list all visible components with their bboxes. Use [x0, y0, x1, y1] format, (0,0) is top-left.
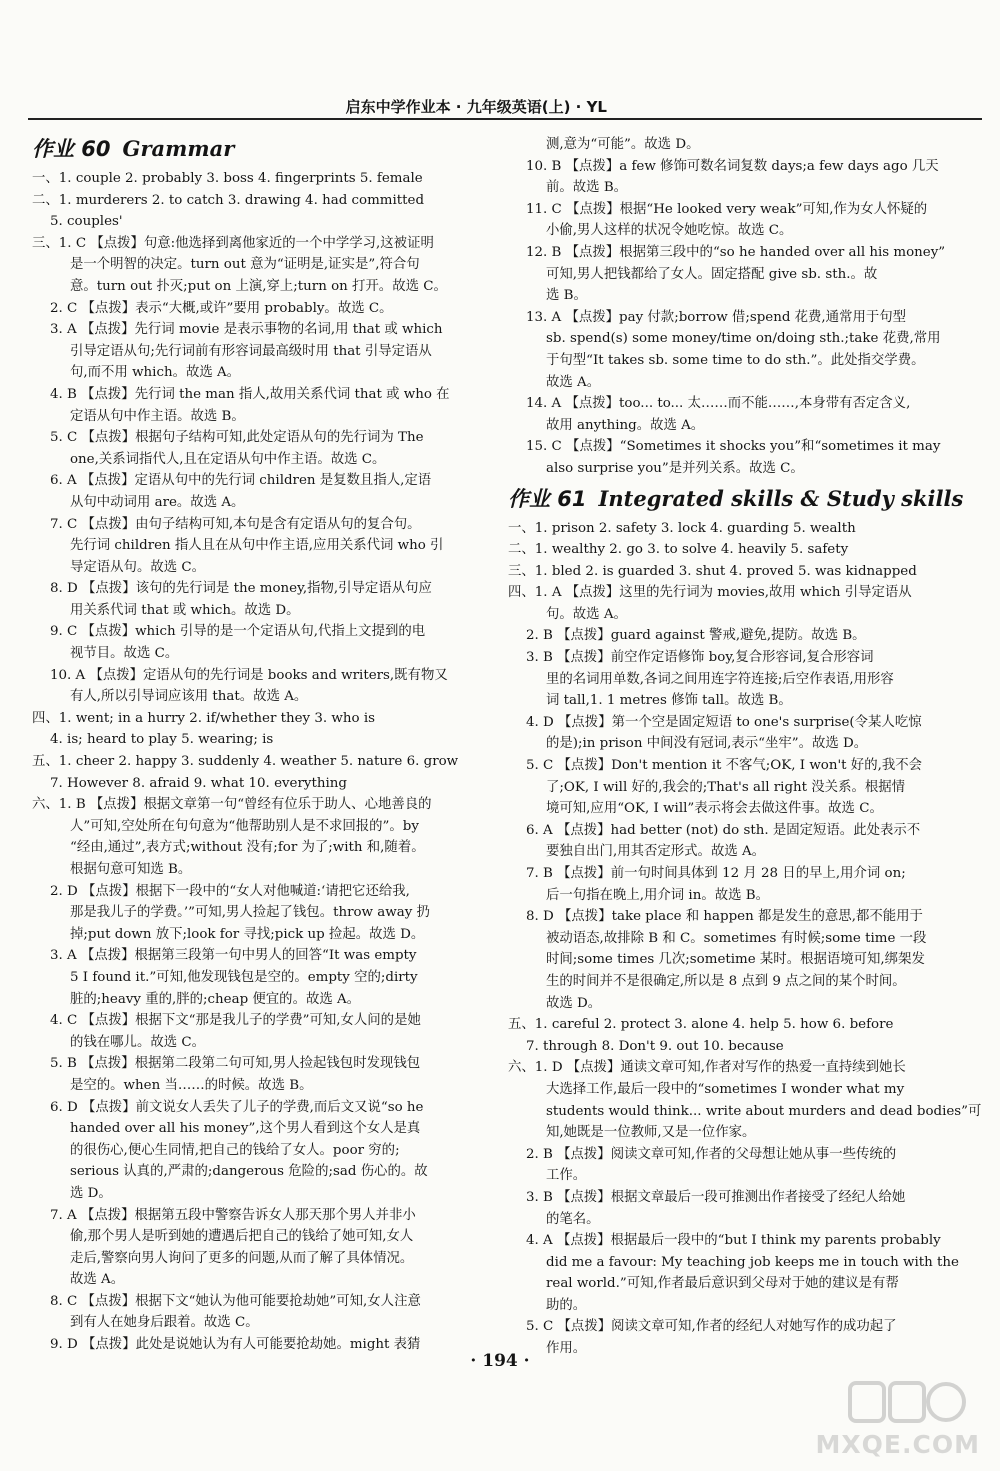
answer-line: 工作。 — [546, 1168, 587, 1184]
answer-line: 三、1. bled 2. is guarded 3. shut 4. proved 5. was kidnapped — [508, 563, 917, 579]
answer-line: 6. A 【点拨】had better (not) do sth. 是固定短语。此处表示不 — [526, 822, 921, 838]
answer-line: 三、1. C 【点拨】句意:他选择到离他家近的一个中学学习,这被证明 — [32, 235, 434, 251]
answer-line: 3. B 【点拨】前空作定语修饰 boy,复合形容词,复合形容词 — [526, 650, 874, 666]
answer-line: 助的。 — [546, 1297, 587, 1313]
answer-line: 故选 D。 — [546, 995, 602, 1011]
answer-line: 8. C 【点拨】根据下文“她认为他可能要抢劫她”可知,女人注意 — [50, 1293, 421, 1309]
answer-line: 6. A 【点拨】定语从句中的先行词 children 是复数且指人,定语 — [50, 473, 432, 489]
watermark-text: MXQE.COM — [815, 1430, 980, 1459]
answer-line: 10. A 【点拨】定语从句的先行词是 books and writers,既有物又 — [50, 667, 448, 683]
answer-line: 偷,那个男人是听到她的遭遇后把自己的钱给了她可知,女人 — [70, 1229, 414, 1245]
header-title: 启东中学作业本 · 九年级英语(上) · YL — [345, 98, 607, 116]
answer-line: 是一个明智的决定。turn out 意为“证明是,证实是”,符合句 — [70, 257, 420, 273]
answer-line: 走后,警察向男人询问了更多的问题,从而了解了具体情况。 — [70, 1250, 414, 1266]
answer-line: 故选 A。 — [546, 374, 601, 390]
answer-line: 前。故选 B。 — [546, 180, 628, 196]
answer-line: 一、1. prison 2. safety 3. lock 4. guarding 5. wealth — [508, 520, 856, 536]
answer-line: real world.”可知,作者最后意识到父母对于她的建议是有帮 — [546, 1276, 899, 1292]
page-number: · 194 · — [470, 1351, 530, 1371]
answer-line: 视节目。故选 C。 — [70, 646, 179, 662]
answer-line: one,关系词指代人,且在定语从句中作主语。故选 C。 — [70, 451, 386, 467]
section-title-61 — [508, 484, 964, 514]
answer-line: 句。故选 A。 — [546, 606, 627, 622]
answer-line: 8. D 【点拨】该句的先行词是 the money,指物,引导定语从句应 — [50, 581, 432, 597]
answer-line: 句,而不用 which。故选 A。 — [70, 365, 241, 381]
answer-line: 六、1. D 【点拨】通读文章可知,作者对写作的热爱一直持续到她长 — [508, 1060, 906, 1076]
answer-line: 10. B 【点拨】a few 修饰可数名词复数 days;a few days ago 几天 — [526, 158, 939, 174]
answer-line: 引导定语从句;先行词前有形容词最高级时用 that 引导定语从 — [70, 343, 432, 359]
answer-line: 2. B 【点拨】guard against 警戒,避免,提防。故选 B。 — [526, 628, 866, 644]
answer-line: 可知,男人把钱都给了女人。固定搭配 give sb. sth.。故 — [546, 266, 878, 282]
answer-line: 五、1. careful 2. protect 3. alone 4. help 5. how 6. before — [508, 1017, 894, 1033]
answer-line: 13. A 【点拨】pay 付款;borrow 借;spend 花费,通常用于句型 — [526, 309, 907, 325]
answer-line: 4. A 【点拨】根据最后一段中的“but I think my parents probably — [526, 1233, 941, 1249]
section-title-60 — [32, 134, 472, 164]
watermark-logo-icon — [848, 1379, 968, 1427]
answer-line: 选 D。 — [70, 1185, 112, 1201]
answer-line: 14. A 【点拨】too... to... 太……而不能……,本身带有否定含义, — [526, 396, 911, 412]
answer-line: handed over all his money”,这个男人看到这个女人是真 — [70, 1121, 421, 1137]
answer-line: 6. D 【点拨】前文说女人丢失了儿子的学费,而后文又说“so he — [50, 1099, 424, 1115]
answer-line: 作用。 — [546, 1341, 587, 1357]
answer-line: 先行词 children 指人且在从句中作主语,应用关系代词 who 引 — [70, 538, 444, 554]
answer-line: 被动语态,故排除 B 和 C。sometimes 有时候;some time 一段 — [546, 930, 927, 946]
answer-line: 后一句指在晚上,用介词 in。故选 B。 — [546, 887, 769, 903]
answer-line: 5. C 【点拨】根据句子结构可知,此处定语从句的先行词为 The — [50, 430, 424, 446]
answer-line: also surprise you”是并列关系。故选 C。 — [546, 460, 804, 476]
answer-line: 四、1. went; in a hurry 2. if/whether they 3. who is — [32, 710, 375, 726]
answer-line: 人”可知,空处所在句句意为“他帮助别人是不求回报的”。by — [70, 818, 419, 834]
answer-line: 测,意为“可能”。故选 D。 — [546, 137, 700, 152]
answer-line: 7. through 8. Don't 9. out 10. because — [526, 1038, 784, 1054]
answer-line: 的很伤心,便心生同情,把自己的钱给了女人。poor 穷的; — [70, 1142, 400, 1158]
answer-line: 一、1. couple 2. probably 3. boss 4. fingerprints 5. female — [32, 171, 423, 186]
answer-line: 二、1. murderers 2. to catch 3. drawing 4. had committed — [32, 192, 425, 208]
answer-line: 四、1. A 【点拨】这里的先行词为 movies,故用 which 引导定语从 — [508, 585, 912, 601]
answer-line: 3. B 【点拨】根据文章最后一段可推测出作者接受了经纪人给她 — [526, 1189, 906, 1205]
answer-line: 六、1. B 【点拨】根据文章第一句“曾经有位乐于助人、心地善良的 — [32, 797, 432, 813]
answer-line: 时间;some times 几次;sometime 某时。根据语境可知,绑架发 — [546, 952, 925, 968]
answer-line: did me a favour: My teaching job keeps me in touch with the — [546, 1254, 959, 1270]
page-header — [28, 96, 982, 120]
answer-line: 境可知,应用“OK, I will”表示将会去做这件事。故选 C。 — [546, 801, 883, 817]
answer-line: 2. C 【点拨】表示“大概,或许”要用 probably。故选 C。 — [50, 300, 393, 316]
answer-list — [32, 168, 472, 1356]
answer-line: serious 认真的,严肃的;dangerous 危险的;sad 伤心的。故 — [70, 1164, 428, 1180]
answer-line: 2. D 【点拨】根据下一段中的“女人对他喊道:‘请把它还给我, — [50, 883, 410, 899]
answer-line: 要独自出门,用其否定形式。故选 A。 — [546, 844, 766, 860]
section-number: 作业 61 — [508, 486, 587, 511]
answer-line: 那是我儿子的学费。’”可知,男人捡起了钱包。throw away 扔 — [70, 905, 430, 921]
answer-line: 5. C 【点拨】阅读文章可知,作者的经纪人对她写作的成功起了 — [526, 1319, 897, 1335]
answer-line: 7. C 【点拨】由句子结构可知,本句是含有定语从句的复合句。 — [50, 516, 421, 532]
answer-line: 5 I found it.”可知,他发现钱包是空的。empty 空的;dirty — [70, 969, 418, 985]
answer-line: 4. D 【点拨】第一个空是固定短语 to one's surprise(令某人吃惊 — [526, 714, 922, 730]
answer-line: 9. C 【点拨】which 引导的是一个定语从句,代指上文提到的电 — [50, 624, 426, 640]
answer-line: 了;OK, I will 好的,我会的;That's all right 没关系。根据情 — [546, 779, 906, 795]
left-column — [32, 134, 472, 1356]
answer-line: 知,她既是一位教师,又是一位作家。 — [546, 1125, 756, 1141]
answer-list — [508, 518, 982, 1360]
answer-line: 定语从句中作主语。故选 B。 — [70, 408, 245, 424]
answer-line: 5. B 【点拨】根据第二段第二句可知,男人捡起钱包时发现钱包 — [50, 1056, 421, 1072]
answer-line: 3. A 【点拨】先行词 movie 是表示事物的名词,用 that 或 which — [50, 322, 443, 338]
answer-line: 脏的;heavy 重的,胖的;cheap 便宜的。故选 A。 — [70, 991, 361, 1007]
answer-line: 故用 anything。故选 A。 — [546, 417, 705, 433]
answer-line: students would think... write about murders and dead bodies”可 — [546, 1103, 982, 1119]
answer-line: 根据句意可知选 B。 — [70, 862, 192, 877]
answer-line: 意。turn out 扑灭;put on 上演,穿上;turn on 打开。故选 C。 — [70, 278, 447, 294]
answer-line: 8. D 【点拨】take place 和 happen 都是发生的意思,都不能用于 — [526, 909, 923, 925]
answer-line: 生的时间并不是很确定,所以是 8 点到 9 点之间的某个时间。 — [546, 973, 906, 989]
answer-line: 于句型“It takes sb. some time to do sth.”。此处指交学费。 — [546, 352, 925, 368]
section-name: Integrated skills & Study skills — [598, 485, 964, 511]
section-number: 作业 60 — [32, 137, 111, 161]
answer-line: 小偷,男人这样的状况令她吃惊。故选 C。 — [546, 223, 793, 239]
answer-line: 7. However 8. afraid 9. what 10. everything — [50, 775, 347, 791]
right-column — [508, 134, 982, 1360]
answer-line: 7. B 【点拨】前一句时间具体到 12 月 28 日的早上,用介词 on; — [526, 866, 906, 881]
answer-line: 掉;put down 放下;look for 寻找;pick up 捡起。故选 D。 — [70, 926, 425, 942]
answer-line: 7. A 【点拨】根据第五段中警察告诉女人那天那个男人并非小 — [50, 1207, 416, 1223]
answer-line: 4. is; heard to play 5. wearing; is — [50, 732, 274, 748]
answer-line: 12. B 【点拨】根据第三段中的“so he handed over all his money” — [526, 244, 946, 260]
answer-line: 是空的。when 当……的时候。故选 B。 — [70, 1077, 313, 1093]
answer-line: 4. B 【点拨】先行词 the man 指人,故用关系代词 that 或 who 在 — [50, 386, 450, 402]
answer-line: 的钱在哪儿。故选 C。 — [70, 1034, 206, 1050]
answer-line: 导定语从句。故选 C。 — [70, 559, 206, 575]
answer-line: 词 tall,1. 1 metres 修饰 tall。故选 B。 — [546, 693, 792, 709]
answer-line: 3. A 【点拨】根据第三段第一句中男人的回答“It was empty — [50, 948, 417, 964]
answer-line: 11. C 【点拨】根据“He looked very weak”可知,作为女人怀疑的 — [526, 201, 928, 217]
answer-line: 5. C 【点拨】Don't mention it 不客气;OK, I won't 好的,我不会 — [526, 758, 923, 774]
answer-line: 五、1. cheer 2. happy 3. suddenly 4. weather 5. nature 6. grow — [32, 754, 459, 770]
answer-line: 里的名词用单数,各词之间用连字符连接;后空作表语,用形容 — [546, 671, 894, 687]
answer-line: sb. spend(s) some money/time on/doing sth.;take 花费,常用 — [546, 331, 941, 347]
answer-line: 大选择工作,最后一段中的“sometimes I wonder what my — [546, 1081, 905, 1097]
answer-line: 2. B 【点拨】阅读文章可知,作者的父母想让她从事一些传统的 — [526, 1146, 897, 1162]
answer-line: 到有人在她身后跟着。故选 C。 — [70, 1315, 259, 1331]
answer-line: “经由,通过”,表方式;without 没有;for 为了;with 和,随着。 — [70, 840, 425, 856]
answer-line: 有人,所以引导词应该用 that。故选 A。 — [70, 689, 308, 705]
answer-line: 故选 A。 — [70, 1272, 125, 1288]
answer-line: 的是);in prison 中间没有冠词,表示“坐牢”。故选 D。 — [546, 736, 868, 752]
answer-line: 的笔名。 — [546, 1211, 600, 1227]
answer-line: 从句中动词用 are。故选 A。 — [70, 494, 245, 510]
answer-line: 5. couples' — [50, 214, 123, 230]
answer-line: 9. D 【点拨】此处是说她认为有人可能要抢劫她。might 表猜 — [50, 1337, 421, 1353]
answer-line: 用关系代词 that 或 which。故选 D。 — [70, 602, 300, 618]
watermark — [815, 1373, 988, 1461]
answer-line: 选 B。 — [546, 288, 587, 304]
answer-list — [508, 134, 948, 480]
answer-line: 15. C 【点拨】“Sometimes it shocks you”和“sometimes it may — [526, 439, 941, 455]
answer-line: 二、1. wealthy 2. go 3. to solve 4. heavily 5. safety — [508, 542, 849, 558]
section-name: Grammar — [122, 136, 235, 161]
answer-line: 4. C 【点拨】根据下文“那是我儿子的学费”可知,女人问的是她 — [50, 1013, 421, 1029]
